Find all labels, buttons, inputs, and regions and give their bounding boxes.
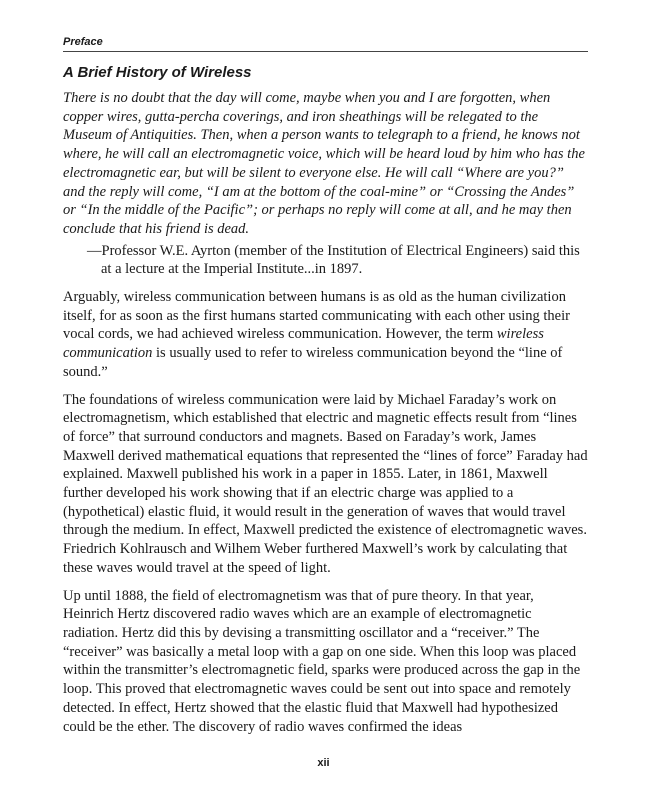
paragraph-1 [63, 288, 588, 382]
running-header [63, 36, 588, 52]
running-title: Preface [63, 36, 103, 48]
page-content [63, 64, 588, 736]
page-number: xii [317, 757, 330, 769]
paragraph-1-end: is usually used to refer to wireless communication beyond the “line of sound.” [63, 345, 563, 380]
paragraph-2: The foundations of wireless communication were laid by Michael Faraday’s work on electromagnetism, which established that electric and magnetic effects result from “lines of force” that surround conductors and magnets. Based on Faraday’s work, James Maxwell derived mathematical equations that represented the “lines of force” Faraday had explained. Maxwell published his work in a paper in 1855. Later, in 1861, Maxwell further developed his work showing that if an electric charge was applied to a (hypothetical) elastic fluid, it would result in the generation of waves that would travel through the medium. In effect, Maxwell predicted the existence of electromagnetic waves. Friedrich Kohlrausch and Wilhem Weber furthered Maxwell’s work by calculating that these waves would travel at the speed of light. [63, 391, 588, 576]
epigraph-quote: There is no doubt that the day will come, maybe when you and I are forgotten, when copper wires, gutta-percha coverings, and iron sheathings will be relegated to the Museum of Antiquities. Then, when a person wants to telegraph to a friend, he knows not where, he will call an electromagnetic voice, which will be heard loud by him who has the electromagnetic ear, but will be silent to everyone else. He will call “Where are you?” and the reply will come, “I am at the bottom of the coal-mine” or “Crossing the Andes” or “In the middle of the Pacific”; or perhaps no reply will come at all, and he may then conclude that his friend is dead. [63, 90, 585, 237]
paragraph-1-start: Arguably, wireless communication between humans is as old as the human civilization itself, for as soon as the first humans started communicating with each other using their vocal cords, we had achieved wireless communication. However, the term [63, 289, 570, 343]
paragraph-3: Up until 1888, the field of electromagnetism was that of pure theory. In that year, Heinrich Hertz discovered radio waves which are an example of electromagnetic radiation. Hertz did this by devising a transmitting oscillator and a “receiver.” The “receiver” was basically a metal loop with a gap on one side. When this loop was placed within the transmitter’s electromagnetic field, sparks were produced across the gap in the loop. This proved that electromagnetic waves could be sent out into space and remotely detected. In effect, Hertz showed that the elastic fluid that Maxwell had hypothesized could be the ether. The discovery of radio waves confirmed the ideas [63, 587, 581, 735]
section-title: A Brief History of Wireless [63, 64, 252, 81]
epigraph-attribution: —Professor W.E. Ayrton (member of the Institution of Electrical Engineers) said this at a lecture at the Imperial Institute...in 1897. [87, 242, 580, 278]
paragraph-1-term: wireless communication [63, 326, 544, 362]
